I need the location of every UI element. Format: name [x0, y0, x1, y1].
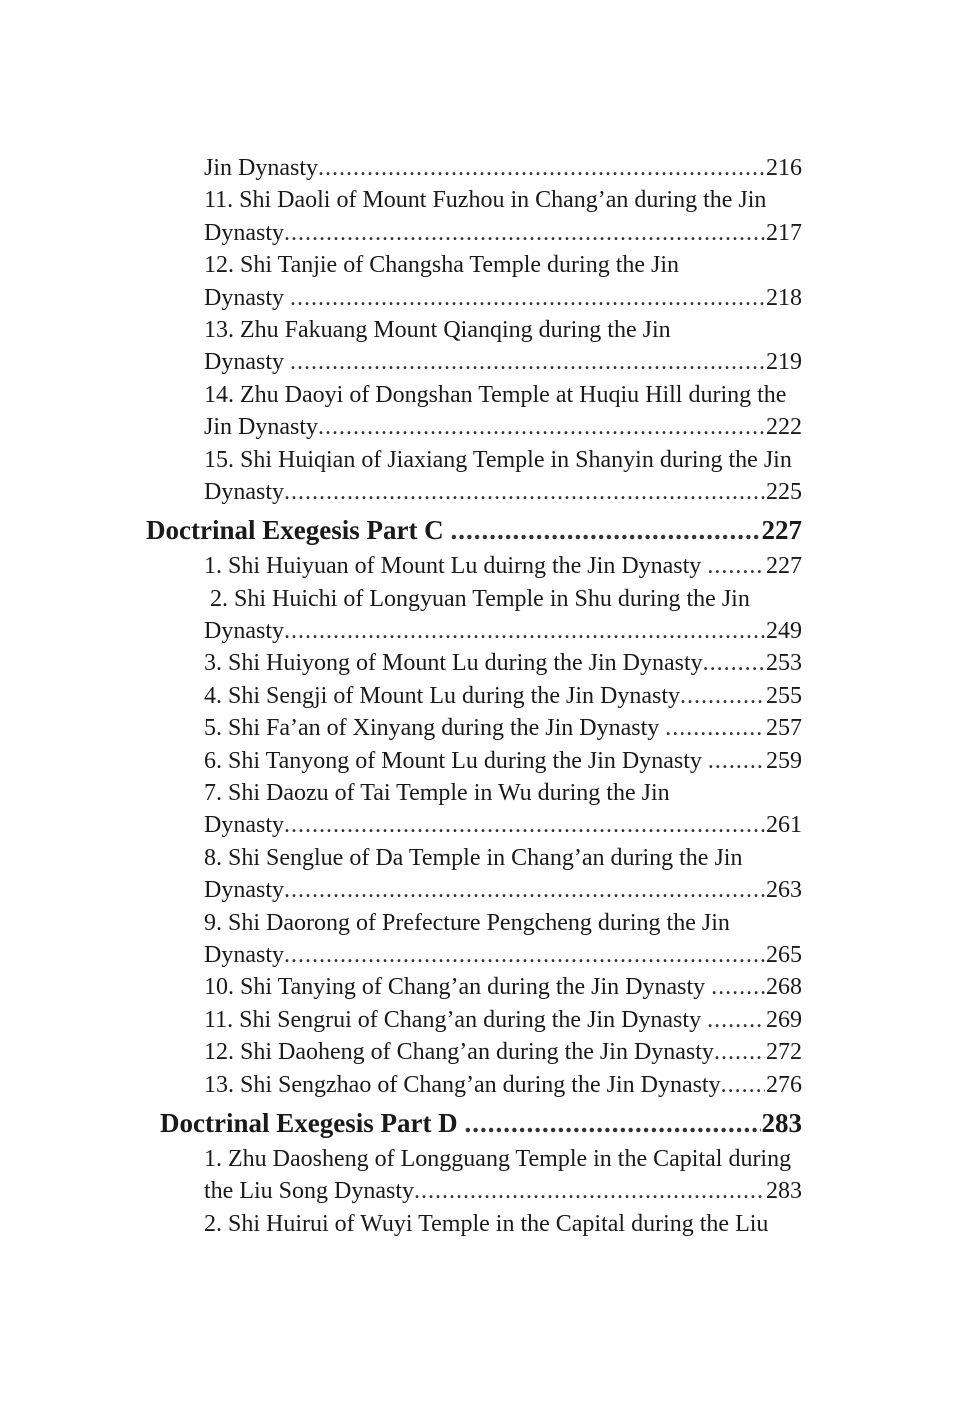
toc-entry-line[interactable]	[0, 1175, 965, 1207]
toc-entry-line[interactable]	[0, 379, 965, 411]
entry-title: Jin Dynasty	[204, 155, 318, 181]
toc-entry-line[interactable]	[0, 647, 965, 679]
dot-leader	[711, 971, 765, 1003]
entry-title: 9. Shi Daorong of Prefecture Pengcheng during the Jin	[204, 909, 730, 936]
toc-entry-line[interactable]	[0, 152, 965, 184]
entry-title: 11. Shi Sengrui of Chang’an during the Jin Dynasty	[204, 1006, 708, 1033]
entry-title: 15. Shi Huiqian of Jiaxiang Temple in Shanyin during the Jin	[204, 446, 792, 473]
page-number: 219	[766, 349, 802, 376]
toc-section-heading[interactable]	[0, 1103, 965, 1143]
page-number: 217	[766, 219, 802, 246]
page-number: 218	[766, 284, 802, 311]
entry-title: 2. Shi Huichi of Longyuan Temple in Shu during the Jin	[204, 585, 750, 612]
dot-leader	[665, 712, 765, 744]
entry-title: 13. Shi Sengzhao of Chang’an during the Jin Dynasty	[204, 1071, 721, 1098]
entry-title: 10. Shi Tanying of Chang’an during the Jin Dynasty	[204, 974, 712, 1001]
toc-entry-line[interactable]	[0, 874, 965, 906]
toc-entry-line[interactable]	[0, 907, 965, 939]
toc-entry-line[interactable]	[0, 842, 965, 874]
entry-title: 11. Shi Daoli of Mount Fuzhou in Chang’an during the Jin	[204, 187, 767, 214]
toc-entry-line[interactable]	[0, 1069, 965, 1101]
toc-entry-line[interactable]	[0, 282, 965, 314]
entry-title: 2. Shi Huirui of Wuyi Temple in the Capital during the Liu	[204, 1210, 769, 1237]
entry-title: 6. Shi Tanyong of Mount Lu during the Jin Dynasty	[204, 747, 708, 774]
toc-entry-line[interactable]	[0, 550, 965, 582]
page-number: 283	[761, 1107, 802, 1138]
page-number: 227	[761, 515, 802, 546]
entry-title: Jin Dynasty	[204, 414, 318, 441]
entry-title: 7. Shi Daozu of Tai Temple in Wu during the Jin	[204, 780, 670, 807]
page-number: 268	[766, 974, 802, 1001]
toc-entry-line[interactable]	[0, 1143, 965, 1175]
toc-entry-line[interactable]	[0, 777, 965, 809]
entry-title: 12. Shi Tanjie of Changsha Temple during the Jin	[204, 252, 680, 279]
toc-entry-line[interactable]	[0, 1004, 965, 1036]
page-number: 222	[766, 414, 802, 441]
entry-title: Dynasty	[204, 219, 284, 246]
page-number: 261	[766, 812, 802, 839]
section-title: Doctrinal Exegesis Part D	[160, 1107, 465, 1138]
toc-entry-line[interactable]	[0, 249, 965, 281]
entry-title: 12. Shi Daoheng of Chang’an during the Jin Dynasty	[204, 1039, 714, 1066]
dot-leader	[721, 1069, 765, 1101]
page-number: 253	[766, 650, 802, 677]
dot-leader	[707, 550, 765, 582]
table-of-contents	[0, 152, 965, 1240]
dot-leader	[707, 1004, 765, 1036]
entry-title: Dynasty	[204, 349, 290, 376]
entry-title: 13. Zhu Fakuang Mount Qianqing during the Jin	[204, 316, 671, 343]
entry-title: the Liu Song Dynasty	[204, 1178, 414, 1205]
toc-entry-line[interactable]	[0, 314, 965, 346]
entry-title: 14. Zhu Daoyi of Dongshan Temple at Huqiu Hill during the	[204, 381, 787, 408]
entry-title: 4. Shi Sengji of Mount Lu during the Jin Dynasty	[204, 682, 680, 709]
toc-entry-line[interactable]	[0, 712, 965, 744]
page-number: 225	[766, 478, 802, 505]
dot-leader	[703, 647, 765, 679]
toc-section-heading[interactable]	[0, 510, 965, 550]
dot-leader	[464, 1103, 760, 1143]
entry-title: 1. Shi Huiyuan of Mount Lu duirng the Jin Dynasty	[204, 553, 708, 580]
entry-title: Dynasty	[204, 618, 284, 645]
toc-entry-line[interactable]	[0, 1208, 965, 1240]
page-number: 227	[766, 553, 802, 580]
toc-entry-line[interactable]	[0, 346, 965, 378]
page-number: 265	[766, 941, 802, 968]
toc-entry-line[interactable]	[0, 680, 965, 712]
toc-entry-line[interactable]	[0, 583, 965, 615]
entry-title: 5. Shi Fa’an of Xinyang during the Jin Dynasty	[204, 715, 666, 742]
entry-title: Dynasty	[204, 941, 284, 968]
dot-leader	[680, 680, 765, 712]
toc-entry-line[interactable]	[0, 476, 965, 508]
toc-entry-line[interactable]	[0, 971, 965, 1003]
dot-leader	[290, 282, 765, 314]
toc-entry-line[interactable]	[0, 444, 965, 476]
toc-entry-line[interactable]	[0, 615, 965, 647]
entry-title: Dynasty	[204, 284, 290, 311]
page-number: 249	[766, 618, 802, 645]
entry-title: 1. Zhu Daosheng of Longguang Temple in the Capital during	[204, 1145, 792, 1172]
page-number: 259	[766, 747, 802, 774]
page-number: 263	[766, 877, 802, 904]
entry-title: Dynasty	[204, 812, 284, 839]
dot-leader	[318, 152, 765, 184]
page-number: 255	[766, 682, 802, 709]
page-number: 283	[766, 1178, 802, 1205]
toc-entry-line[interactable]	[0, 1036, 965, 1068]
dot-leader	[284, 874, 765, 906]
dot-leader	[284, 809, 765, 841]
dot-leader	[284, 476, 765, 508]
dot-leader	[290, 346, 765, 378]
dot-leader	[284, 939, 765, 971]
page-number: 216	[766, 155, 802, 181]
toc-entry-line[interactable]	[0, 745, 965, 777]
entry-title: 3. Shi Huiyong of Mount Lu during the Jin Dynasty	[204, 650, 703, 677]
toc-entry-line[interactable]	[0, 809, 965, 841]
page-number: 272	[766, 1039, 802, 1066]
toc-entry-line[interactable]	[0, 939, 965, 971]
section-title: Doctrinal Exegesis Part C	[146, 515, 451, 546]
page-number: 276	[766, 1071, 802, 1098]
entry-title: Dynasty	[204, 877, 284, 904]
toc-entry-line[interactable]	[0, 217, 965, 249]
dot-leader	[284, 615, 765, 647]
entry-title: Dynasty	[204, 478, 284, 505]
dot-leader	[450, 510, 760, 550]
toc-entry-line[interactable]	[0, 184, 965, 216]
dot-leader	[414, 1175, 765, 1207]
dot-leader	[708, 745, 765, 777]
dot-leader	[714, 1036, 765, 1068]
dot-leader	[284, 217, 765, 249]
entry-title: 8. Shi Senglue of Da Temple in Chang’an during the Jin	[204, 844, 743, 871]
page-number: 257	[766, 715, 802, 742]
dot-leader	[318, 411, 765, 443]
toc-entry-line[interactable]	[0, 411, 965, 443]
page-number: 269	[766, 1006, 802, 1033]
